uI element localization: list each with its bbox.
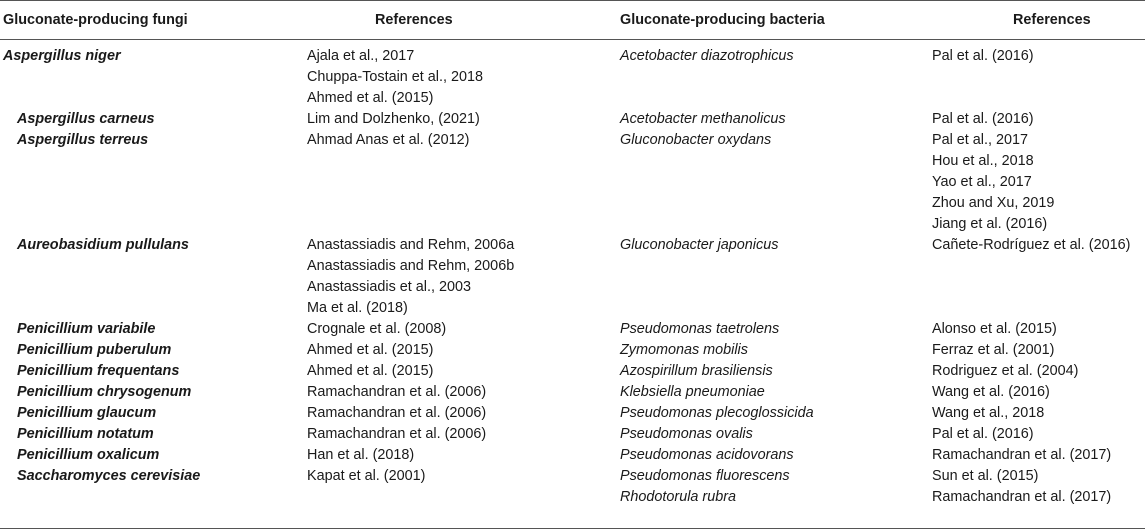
reference-entry: Wang et al. (2016) <box>932 384 1050 400</box>
fungus-name: Penicillium oxalicum <box>17 447 160 463</box>
reference-entry: Ferraz et al. (2001) <box>932 342 1055 358</box>
fungus-name: Penicillium puberulum <box>17 342 172 358</box>
table-row <box>0 382 1145 403</box>
header-references-bacteria: References <box>1013 12 1091 28</box>
fungus-references <box>307 424 486 445</box>
table-row <box>0 130 1145 235</box>
fungus-references <box>307 46 483 109</box>
bacterium-references <box>932 130 1054 235</box>
table-row <box>0 466 1145 487</box>
bacterium-name: Pseudomonas fluorescens <box>620 468 790 484</box>
table-row <box>0 487 1145 508</box>
reference-entry: Lim and Dolzhenko, (2021) <box>307 111 480 127</box>
table-row <box>0 403 1145 424</box>
table-row <box>0 340 1145 361</box>
fungus-references <box>307 340 433 361</box>
fungus-references <box>307 130 469 151</box>
reference-entry: Ajala et al., 2017 <box>307 48 415 64</box>
reference-entry: Ramachandran et al. (2006) <box>307 426 487 442</box>
reference-entry: Ahmed et al. (2015) <box>307 90 434 106</box>
table-row <box>0 109 1145 130</box>
reference-entry: Pal et al. (2016) <box>932 48 1034 64</box>
bacterium-references <box>932 109 1034 130</box>
reference-entry: Han et al. (2018) <box>307 447 415 463</box>
reference-entry: Zhou and Xu, 2019 <box>932 195 1055 211</box>
bacterium-references <box>932 46 1034 67</box>
reference-entry: Rodriguez et al. (2004) <box>932 363 1079 379</box>
table-top-rule <box>0 0 1145 1</box>
bacterium-references <box>932 382 1050 403</box>
bacterium-name: Pseudomonas acidovorans <box>620 447 794 463</box>
bacterium-name: Rhodotorula rubra <box>620 489 736 505</box>
reference-entry: Cañete-Rodríguez et al. (2016) <box>932 237 1131 253</box>
bacterium-name: Azospirillum brasiliensis <box>620 363 773 379</box>
fungus-name: Saccharomyces cerevisiae <box>17 468 201 484</box>
header-fungi: Gluconate-producing fungi <box>3 12 188 28</box>
table-row <box>0 361 1145 382</box>
bacterium-references <box>932 361 1078 382</box>
header-rule <box>0 39 1145 40</box>
reference-entry: Sun et al. (2015) <box>932 468 1039 484</box>
fungus-references <box>307 235 514 319</box>
reference-entry: Jiang et al. (2016) <box>932 216 1048 232</box>
fungus-references <box>307 361 433 382</box>
bacterium-name: Acetobacter methanolicus <box>620 111 786 127</box>
table-row <box>0 319 1145 340</box>
reference-entry: Crognale et al. (2008) <box>307 321 447 337</box>
bacterium-references <box>932 424 1034 445</box>
fungus-references <box>307 466 425 487</box>
reference-entry: Kapat et al. (2001) <box>307 468 426 484</box>
fungus-name: Aureobasidium pullulans <box>17 237 189 253</box>
bacterium-name: Pseudomonas taetrolens <box>620 321 780 337</box>
table-row <box>0 424 1145 445</box>
reference-entry: Anastassiadis et al., 2003 <box>307 279 471 295</box>
header-references-fungi: References <box>375 12 453 28</box>
table-row <box>0 445 1145 466</box>
header-bacteria: Gluconate-producing bacteria <box>620 12 825 28</box>
bacterium-references <box>932 403 1044 424</box>
fungus-name: Penicillium variabile <box>17 321 156 337</box>
reference-entry: Anastassiadis and Rehm, 2006a <box>307 237 515 253</box>
bacterium-references <box>932 466 1038 487</box>
bacterium-name: Gluconobacter oxydans <box>620 132 772 148</box>
table-row <box>0 235 1145 319</box>
reference-entry: Yao et al., 2017 <box>932 174 1032 190</box>
fungus-name: Penicillium chrysogenum <box>17 384 192 400</box>
bacterium-references <box>932 319 1057 340</box>
fungus-name: Penicillium notatum <box>17 426 154 442</box>
fungus-name: Aspergillus carneus <box>17 111 155 127</box>
fungus-references <box>307 403 486 424</box>
reference-entry: Ahmad Anas et al. (2012) <box>307 132 470 148</box>
reference-entry: Anastassiadis and Rehm, 2006b <box>307 258 515 274</box>
bacterium-references <box>932 487 1111 508</box>
reference-entry: Alonso et al. (2015) <box>932 321 1057 337</box>
reference-entry: Chuppa-Tostain et al., 2018 <box>307 69 484 85</box>
bacterium-references <box>932 340 1054 361</box>
bacterium-name: Gluconobacter japonicus <box>620 237 779 253</box>
table-row <box>0 46 1145 109</box>
fungus-references <box>307 319 446 340</box>
fungus-name: Penicillium frequentans <box>17 363 180 379</box>
fungus-name: Penicillium glaucum <box>17 405 157 421</box>
reference-entry: Ramachandran et al. (2006) <box>307 405 487 421</box>
bacterium-name: Pseudomonas ovalis <box>620 426 753 442</box>
reference-entry: Ramachandran et al. (2017) <box>932 489 1112 505</box>
fungus-references <box>307 382 486 403</box>
reference-entry: Pal et al., 2017 <box>932 132 1029 148</box>
reference-entry: Wang et al., 2018 <box>932 405 1045 421</box>
bacterium-name: Pseudomonas plecoglossicida <box>620 405 814 421</box>
bacterium-name: Zymomonas mobilis <box>620 342 748 358</box>
reference-entry: Ma et al. (2018) <box>307 300 408 316</box>
reference-entry: Ahmed et al. (2015) <box>307 363 434 379</box>
fungus-references <box>307 445 414 466</box>
fungus-name: Aspergillus niger <box>3 48 121 64</box>
reference-entry: Pal et al. (2016) <box>932 111 1034 127</box>
bacterium-references <box>932 235 1130 256</box>
fungus-references <box>307 109 480 130</box>
reference-entry: Ahmed et al. (2015) <box>307 342 434 358</box>
reference-entry: Ramachandran et al. (2006) <box>307 384 487 400</box>
reference-entry: Pal et al. (2016) <box>932 426 1034 442</box>
reference-entry: Hou et al., 2018 <box>932 153 1034 169</box>
bacterium-name: Acetobacter diazotrophicus <box>620 48 794 64</box>
fungus-name: Aspergillus terreus <box>17 132 149 148</box>
reference-entry: Ramachandran et al. (2017) <box>932 447 1112 463</box>
bacterium-name: Klebsiella pneumoniae <box>620 384 765 400</box>
bacterium-references <box>932 445 1111 466</box>
